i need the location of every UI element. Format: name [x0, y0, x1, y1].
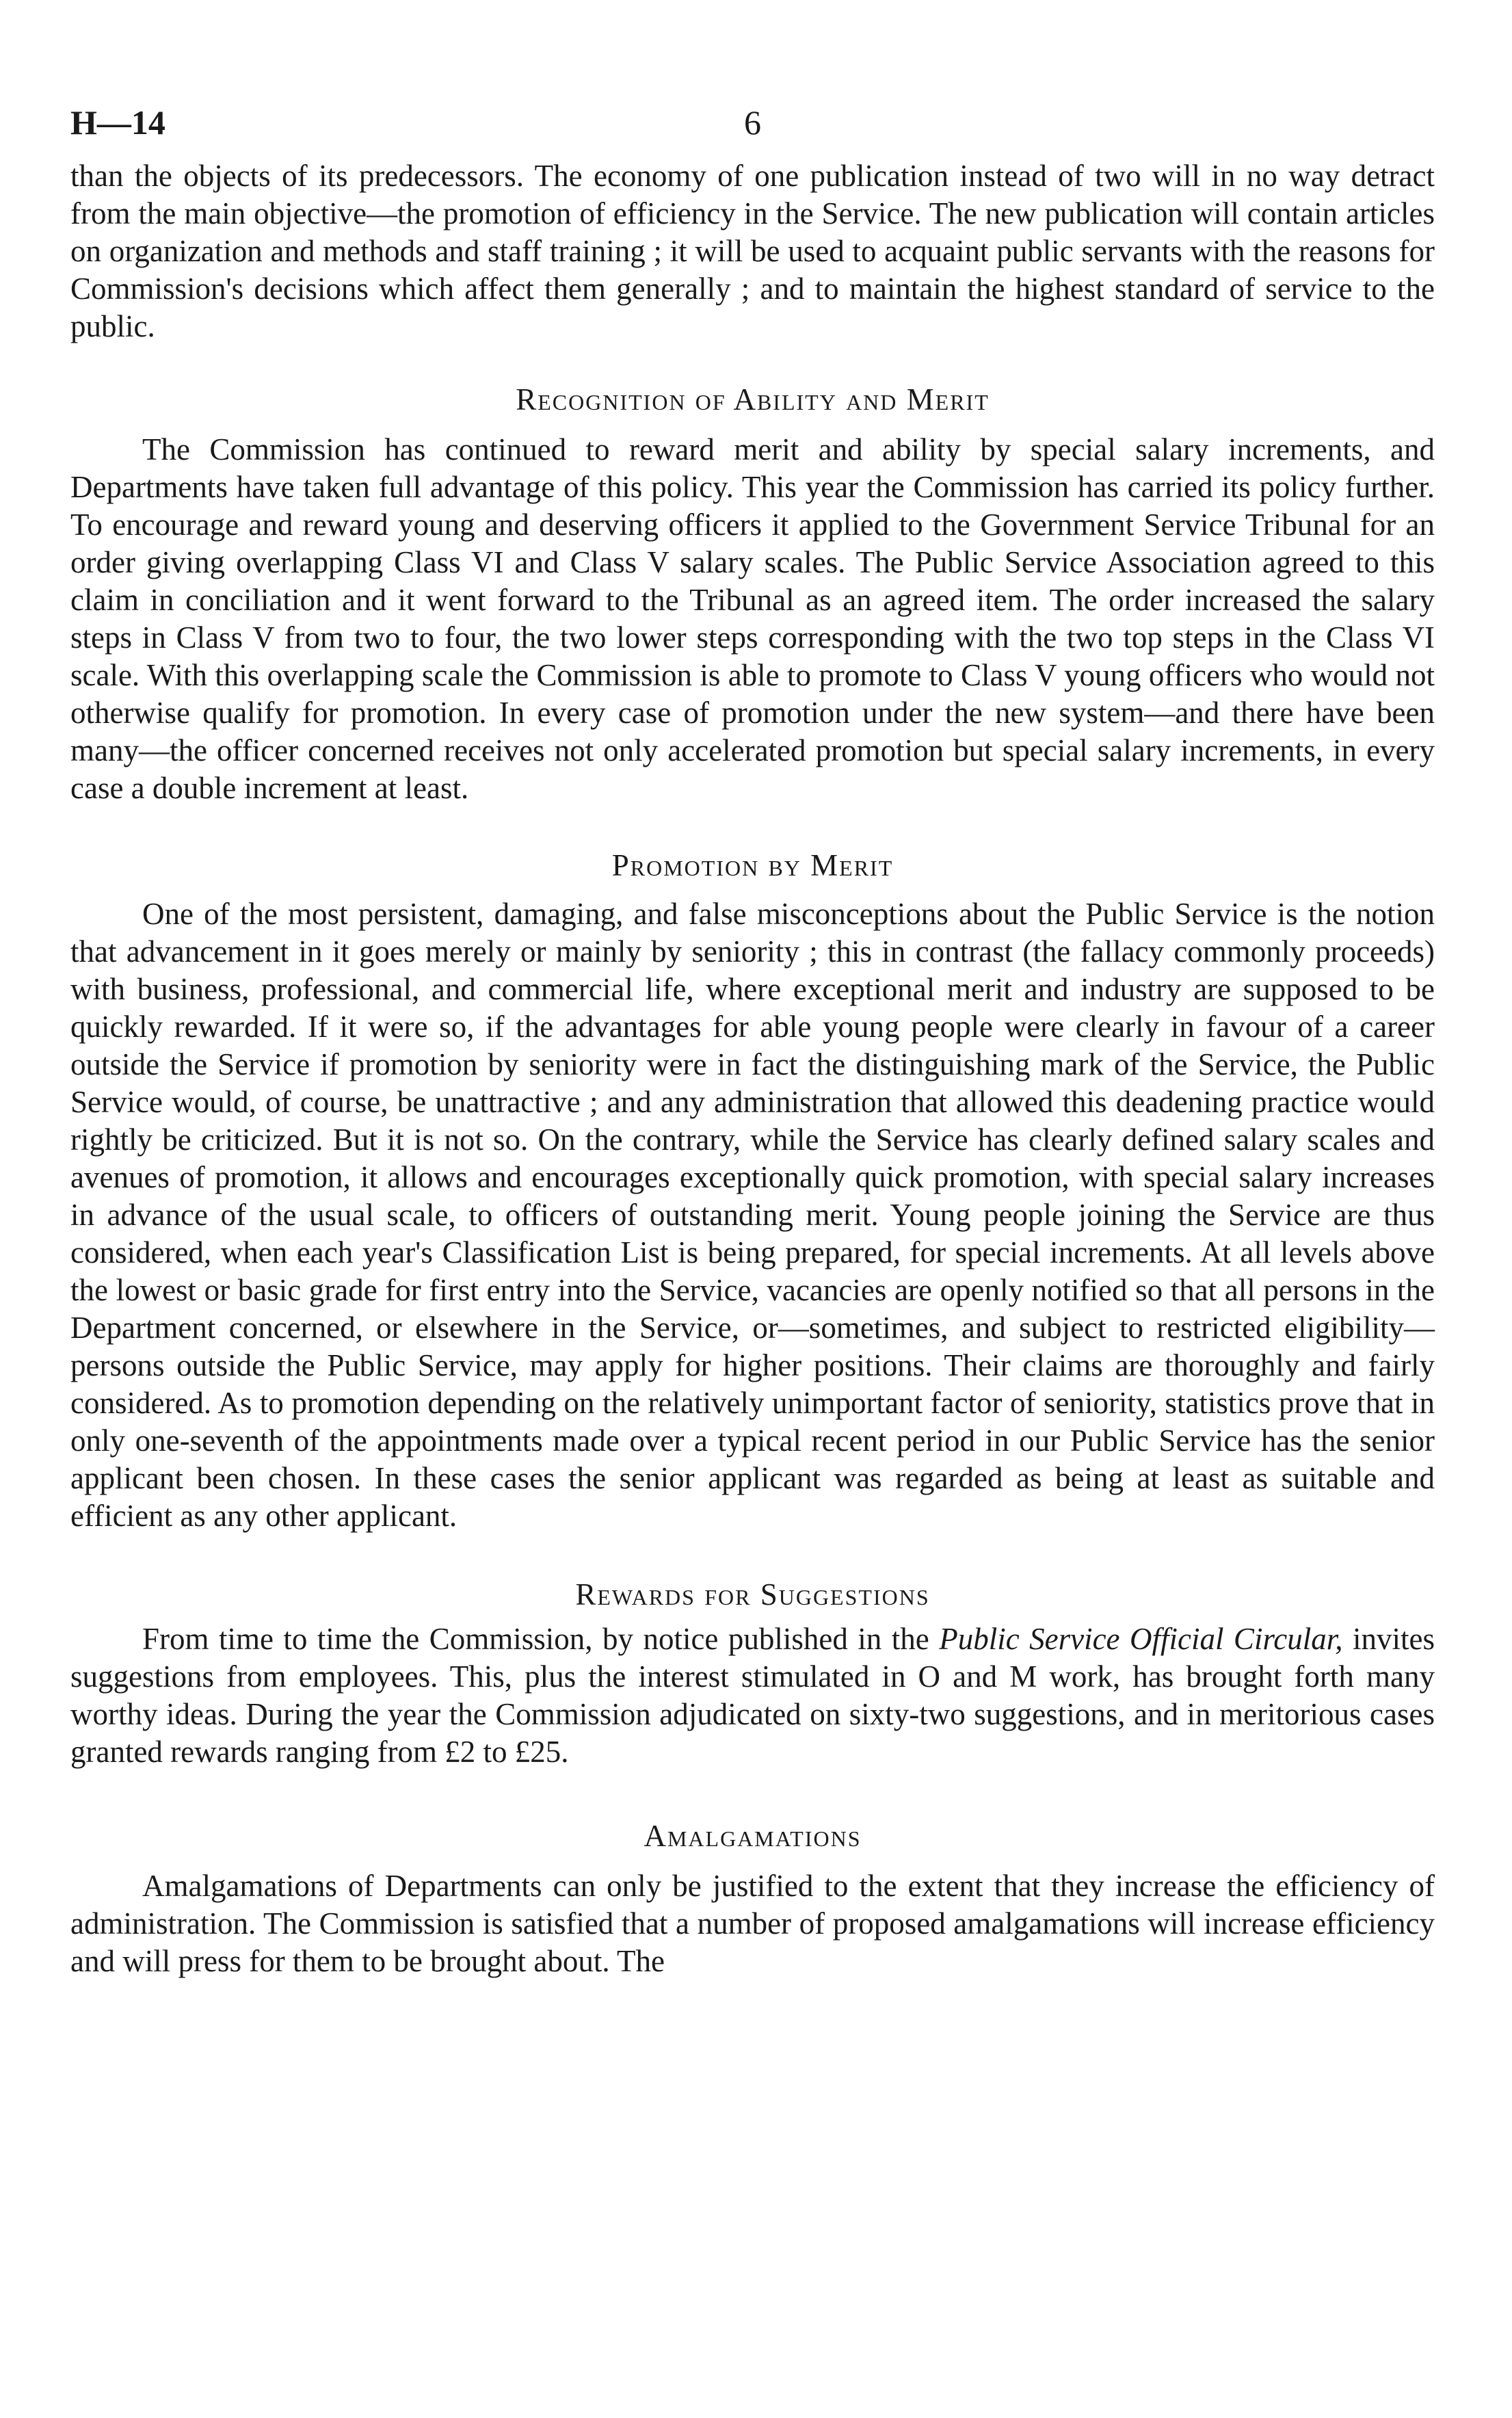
- section-heading-promotion: Promotion by Merit: [611, 848, 894, 882]
- circular-title: Public Service Official Circular,: [939, 1622, 1343, 1656]
- suggestions-paragraph: [70, 1620, 1435, 1771]
- page-number: 6: [744, 103, 761, 142]
- section-heading-suggestions: Rewards for Suggestions: [575, 1577, 930, 1612]
- page-header: [70, 103, 1435, 157]
- promotion-paragraph: One of the most persistent, damaging, and false misconceptions about the Public Service is the notion that advancement in it goes merely or mainly by seniority ; this in contrast (the fallacy commonly proceeds) with business, professional, and commercial life, where exceptional merit and industry are supposed to be quickly rewarded. If it were so, if the advantages for able young people were clearly in favour of a career outside the Service if promotion by seniority were in fact the distinguishing mark of the Service, the Public Service would, of course, be unattractive ; and any administration that allowed this deadening practice would rightly be criticized. But it is not so. On the contrary, while the Service has clearly defined salary scales and avenues of promotion, it allows and encourages exceptionally quick promotion, with special salary increases in advance of the usual scale, to officers of outstanding merit. Young people joining the Service are thus considered, when each year's Classification List is being prepared, for special increments. At all levels above the lowest or basic grade for first entry into the Service, vacancies are openly notified so that all persons in the Department concerned, or elsewhere in the Service, or—sometimes, and subject to restricted eligibility—persons outside the Public Service, may apply for higher positions. Their claims are thoroughly and fairly considered. As to promotion depending on the relatively unimportant factor of seniority, statistics prove that in only one-seventh of the appointments made over a typical recent period in our Public Service has the senior applicant been chosen. In these cases the senior applicant was regarded as being at least as suitable and efficient as any other applicant.: [70, 897, 1435, 1533]
- section-heading-amalgamations: Amalgamations: [644, 1819, 862, 1853]
- section-heading-recognition: Recognition of Ability and Merit: [516, 382, 990, 417]
- document-page: [70, 103, 1435, 1980]
- suggestions-text-after: invites suggestions from employees. This, plus the interest stimulated in O and M work, has brought forth many worthy ideas. During the year the Commission adjudicated on sixty-two suggestions, and in meritorious cases granted rewards ranging from £2 to £25.: [70, 1622, 1435, 1769]
- recognition-paragraph: The Commission has continued to reward merit and ability by special salary increments, and Departments have taken full advantage of this policy. This year the Commission has carried its policy further. To encourage and reward young and deserving officers it applied to the Government Service Tribunal for an order giving overlapping Class VI and Class V salary scales. The Public Service Association agreed to this claim in conciliation and it went forward to the Tribunal as an agreed item. The order increased the salary steps in Class V from two to four, the two lower steps corresponding with the two top steps in the Class VI scale. With this overlapping scale the Commission is able to promote to Class V young officers who would not otherwise qualify for promotion. In every case of promotion under the new system—and there have been many—the officer concerned receives not only accelerated promotion but special salary increments, in every case a double increment at least.: [70, 432, 1435, 805]
- intro-paragraph: than the objects of its predecessors. The economy of one publication instead of two will in no way detract from the main objective—the promotion of efficiency in the Service. The new publication will contain articles on organization and methods and staff training ; it will be used to acquaint public servants with the reasons for Commission's decisions which affect them generally ; and to maintain the highest standard of service to the public.: [70, 159, 1435, 343]
- amalgamations-paragraph: Amalgamations of Departments can only be justified to the extent that they increase the efficiency of administration. The Commission is satisfied that a number of proposed amalgamations will increase efficiency and will press for them to be brought about. The: [70, 1869, 1435, 1978]
- suggestions-text-before: From time to time the Commission, by notice published in the: [142, 1622, 940, 1656]
- document-reference: H—14: [70, 103, 165, 142]
